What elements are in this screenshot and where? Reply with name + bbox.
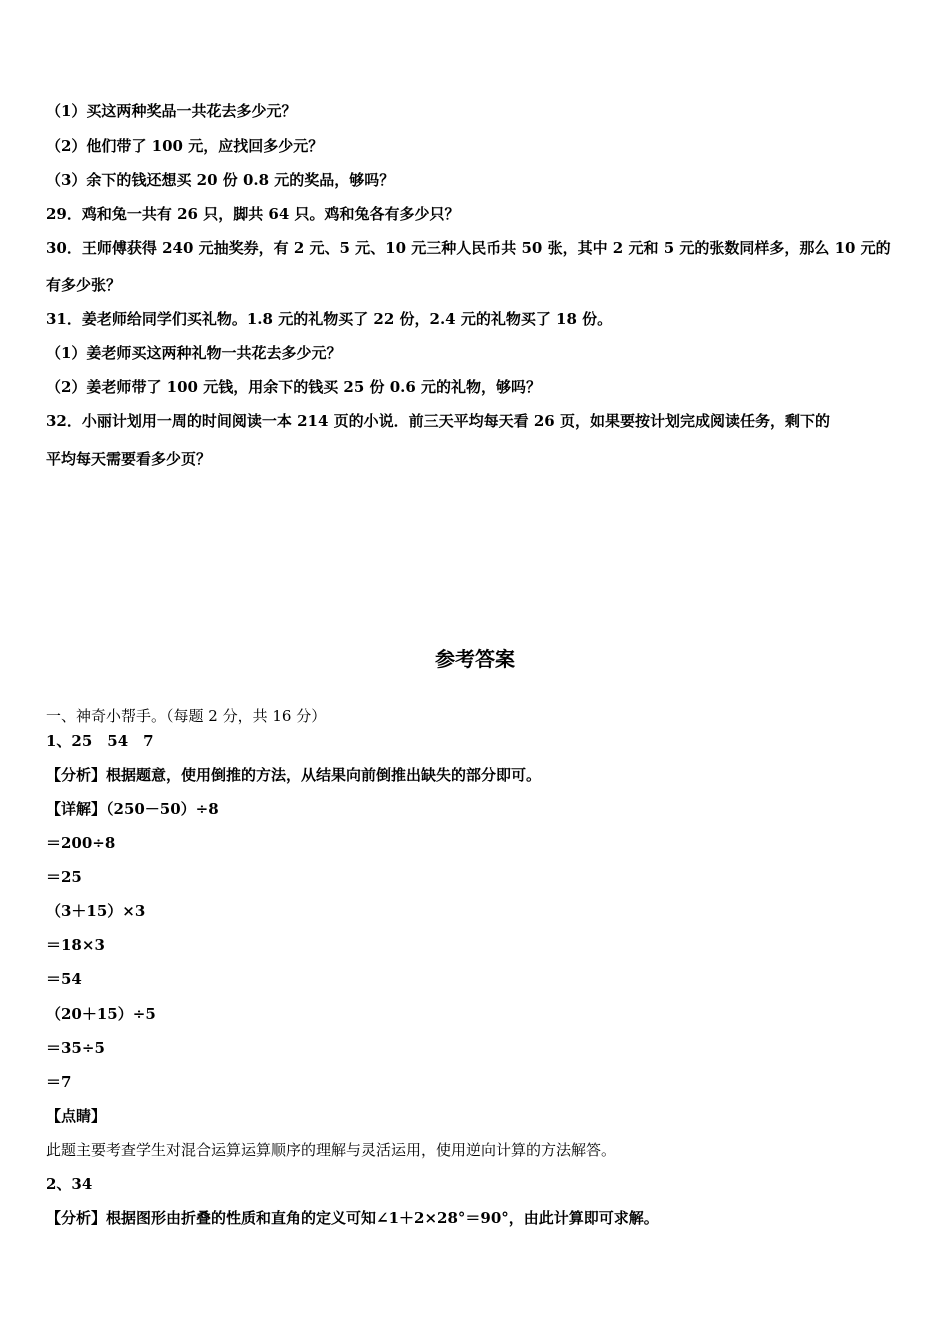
answer-2-analysis: 【分析】根据图形由折叠的性质和直角的定义可知∠1＋2×28°＝90°，由此计算即可求解。: [46, 1209, 659, 1227]
answer-1-step: ＝200÷8: [46, 834, 116, 852]
question-30-line-2: 有多少张？: [46, 276, 122, 294]
question-28-part-3: （3）余下的钱还想买 20 份 0.8 元的奖品，够吗？: [46, 171, 395, 189]
question-31: 31．姜老师给同学们买礼物。1.8 元的礼物买了 22 份，2.4 元的礼物买了 18 份。: [46, 310, 613, 328]
answer-1-step: ＝25: [46, 868, 82, 886]
question-28-part-2: （2）他们带了 100 元，应找回多少元？: [46, 137, 324, 155]
question-28-part-1: （1）买这两种奖品一共花去多少元？: [46, 102, 297, 120]
answer-1-step: ＝35÷5: [46, 1039, 105, 1057]
answer-1-detail: 【详解】（250－50）÷8: [46, 800, 219, 818]
answer-1-comment-label: 【点睛】: [46, 1107, 107, 1125]
answer-2: 2、34: [46, 1175, 93, 1193]
answer-1-step: （3＋15）×3: [46, 902, 146, 920]
answers-section-1-heading: 一、神奇小帮手。（每题 2 分，共 16 分）: [46, 707, 327, 725]
answer-1: 1、25 54 7: [46, 732, 154, 750]
answer-1-comment: 此题主要考查学生对混合运算运算顺序的理解与灵活运用，使用逆向计算的方法解答。: [46, 1141, 617, 1159]
answer-1-analysis: 【分析】根据题意，使用倒推的方法，从结果向前倒推出缺失的部分即可。: [46, 766, 542, 784]
question-32-line-1: 32．小丽计划用一周的时间阅读一本 214 页的小说．前三天平均每天看 26 页，如果要按计划完成阅读任务，剩下的: [46, 412, 830, 430]
question-31-part-2: （2）姜老师带了 100 元钱，用余下的钱买 25 份 0.6 元的礼物，够吗？: [46, 378, 542, 396]
answer-1-step: ＝54: [46, 970, 82, 988]
answer-1-step: ＝7: [46, 1073, 72, 1091]
answers-title: 参考答案: [435, 647, 515, 671]
question-30-line-1: 30．王师傅获得 240 元抽奖券，有 2 元、5 元、10 元三种人民币共 50 张，其中 2 元和 5 元的张数同样多，那么 10 元的: [46, 239, 891, 257]
answer-1-step: ＝18×3: [46, 936, 105, 954]
question-32-line-2: 平均每天需要看多少页？: [46, 450, 212, 468]
question-29: 29．鸡和兔一共有 26 只，脚共 64 只。鸡和兔各有多少只？: [46, 205, 460, 223]
question-31-part-1: （1）姜老师买这两种礼物一共花去多少元？: [46, 344, 342, 362]
answer-1-step: （20＋15）÷5: [46, 1005, 156, 1023]
